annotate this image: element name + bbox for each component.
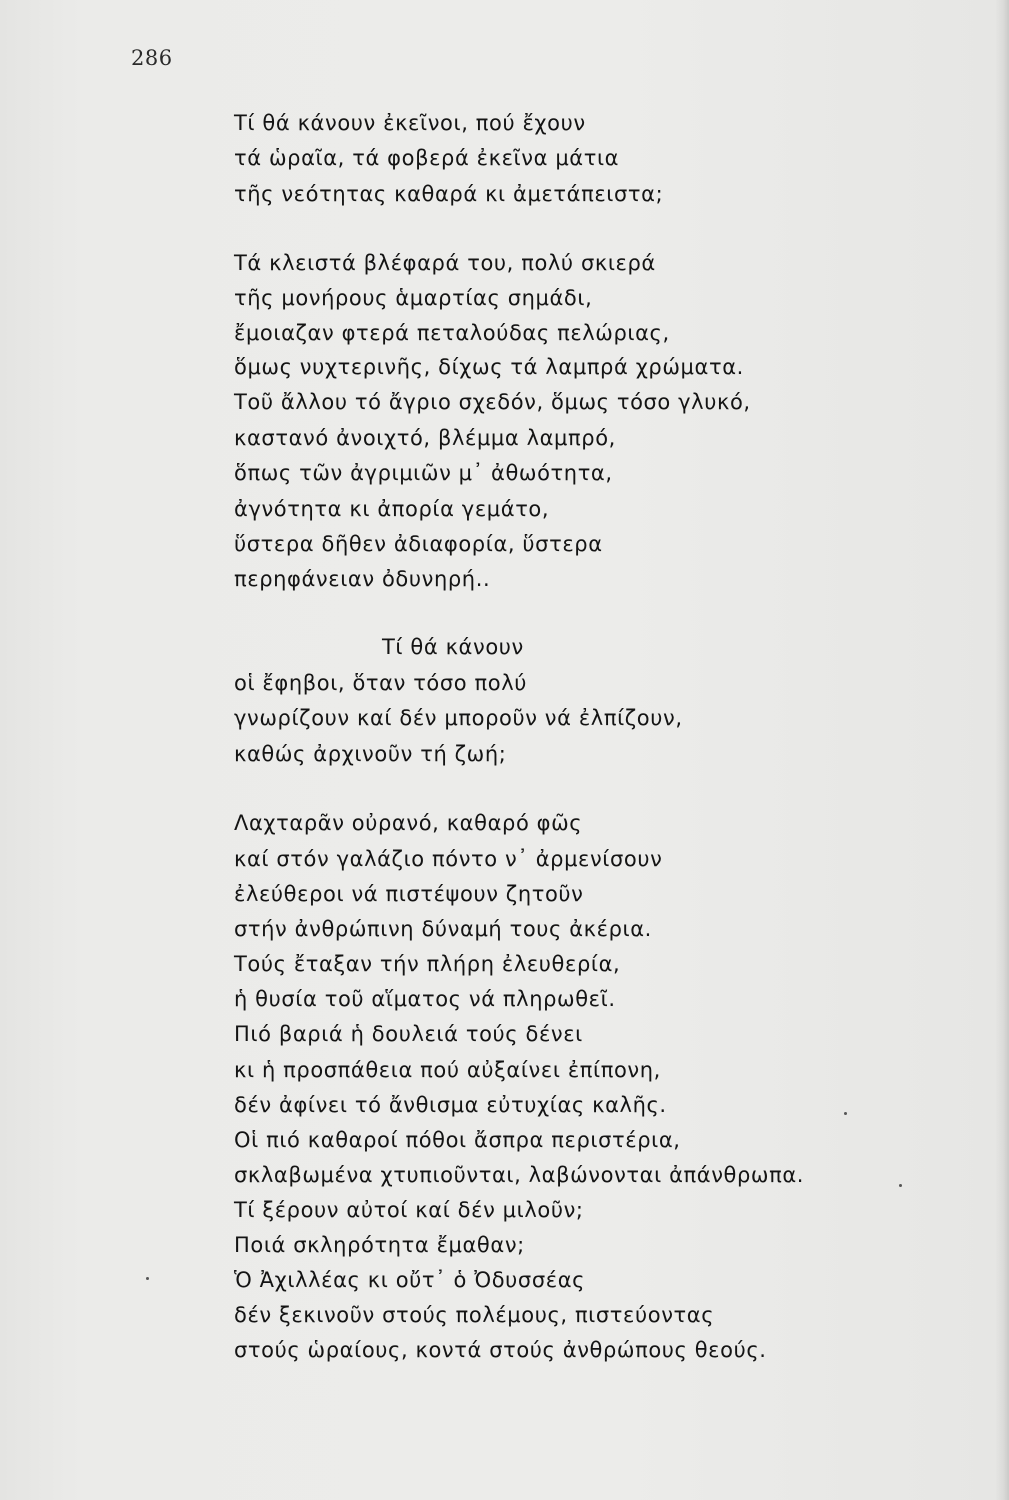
poem-line: Ὁ Ἀχιλλέας κι οὔτ᾽ ὁ Ὀδυσσέας — [234, 1268, 586, 1292]
poem-line: δέν ἀφίνει τό ἄνθισμα εὐτυχίας καλῆς. — [234, 1093, 667, 1117]
print-speck — [899, 1184, 902, 1187]
page-number: 286 — [131, 46, 173, 70]
poem-line: δέν ξεκινοῦν στούς πολέμους, πιστεύοντας — [234, 1303, 715, 1327]
poem-line: τά ὡραῖα, τά φοβερά ἐκεῖνα μάτια — [234, 146, 620, 170]
poem-line: κι ἡ προσπάθεια πού αὐξαίνει ἐπίπονη, — [234, 1058, 661, 1082]
poem-line: Τοῦ ἄλλου τό ἄγριο σχεδόν, ὅμως τόσο γλυκό, — [234, 390, 751, 414]
poem-line: ἐλεύθεροι νά πιστέψουν ζητοῦν — [234, 882, 584, 906]
poem-line: περηφάνειαν ὀδυνηρή.. — [234, 567, 491, 591]
page-edge-shadow — [995, 0, 1009, 1500]
poem-line: Τά κλειστά βλέφαρά του, πολύ σκιερά — [234, 251, 656, 275]
poem-line: ἀγνότητα κι ἀπορία γεμάτο, — [234, 497, 550, 521]
poem-line: καί στόν γαλάζιο πόντο ν᾽ ἀρμενίσουν — [234, 847, 663, 871]
poem-line: οἱ ἔφηβοι, ὅταν τόσο πολύ — [234, 671, 527, 695]
print-speck — [844, 1112, 847, 1115]
poem-line: τῆς μονήρους ἁμαρτίας σημάδι, — [234, 286, 593, 310]
poem-line: ἡ θυσία τοῦ αἵματος νά πληρωθεῖ. — [234, 987, 616, 1011]
poem-line: ὅπως τῶν ἀγριμιῶν μ᾽ ἀθωότητα, — [234, 461, 613, 485]
poem-line: ὕστερα δῆθεν ἀδιαφορία, ὕστερα — [234, 532, 603, 556]
poem-line: Τί θά κάνουν — [382, 635, 524, 659]
poem-line: Τί θά κάνουν ἐκεῖνοι, πού ἔχουν — [234, 111, 586, 135]
print-speck — [146, 1277, 149, 1280]
poem-line: Λαχταρᾶν οὐρανό, καθαρό φῶς — [234, 811, 583, 835]
poem-line: γνωρίζουν καί δέν μποροῦν νά ἐλπίζουν, — [234, 706, 683, 730]
poem-line: Ποιά σκληρότητα ἔμαθαν; — [234, 1233, 525, 1257]
poem-line: στούς ὡραίους, κοντά στούς ἀνθρώπους θεούς. — [234, 1338, 767, 1362]
poem-line: ἔμοιαζαν φτερά πεταλούδας πελώριας, — [234, 321, 670, 345]
poem-line: Πιό βαριά ἡ δουλειά τούς δένει — [234, 1022, 583, 1046]
poem-line: ὅμως νυχτερινῆς, δίχως τά λαμπρά χρώματα. — [234, 355, 744, 379]
poem-line: καστανό ἀνοιχτό, βλέμμα λαμπρό, — [234, 426, 616, 450]
poem-line: σκλαβωμένα χτυπιοῦνται, λαβώνονται ἀπάνθρωπα. — [234, 1163, 805, 1187]
poem-line: στήν ἀνθρώπινη δύναμή τους ἀκέρια. — [234, 917, 652, 941]
poem-line: Τί ξέρουν αὐτοί καί δέν μιλοῦν; — [234, 1198, 584, 1222]
poem-line: καθώς ἀρχινοῦν τή ζωή; — [234, 742, 507, 766]
poem-line: τῆς νεότητας καθαρά κι ἀμετάπειστα; — [234, 182, 664, 206]
poem-line: Τούς ἔταξαν τήν πλήρη ἐλευθερία, — [234, 952, 621, 976]
poem-line: Οἱ πιό καθαροί πόθοι ἄσπρα περιστέρια, — [234, 1128, 681, 1152]
